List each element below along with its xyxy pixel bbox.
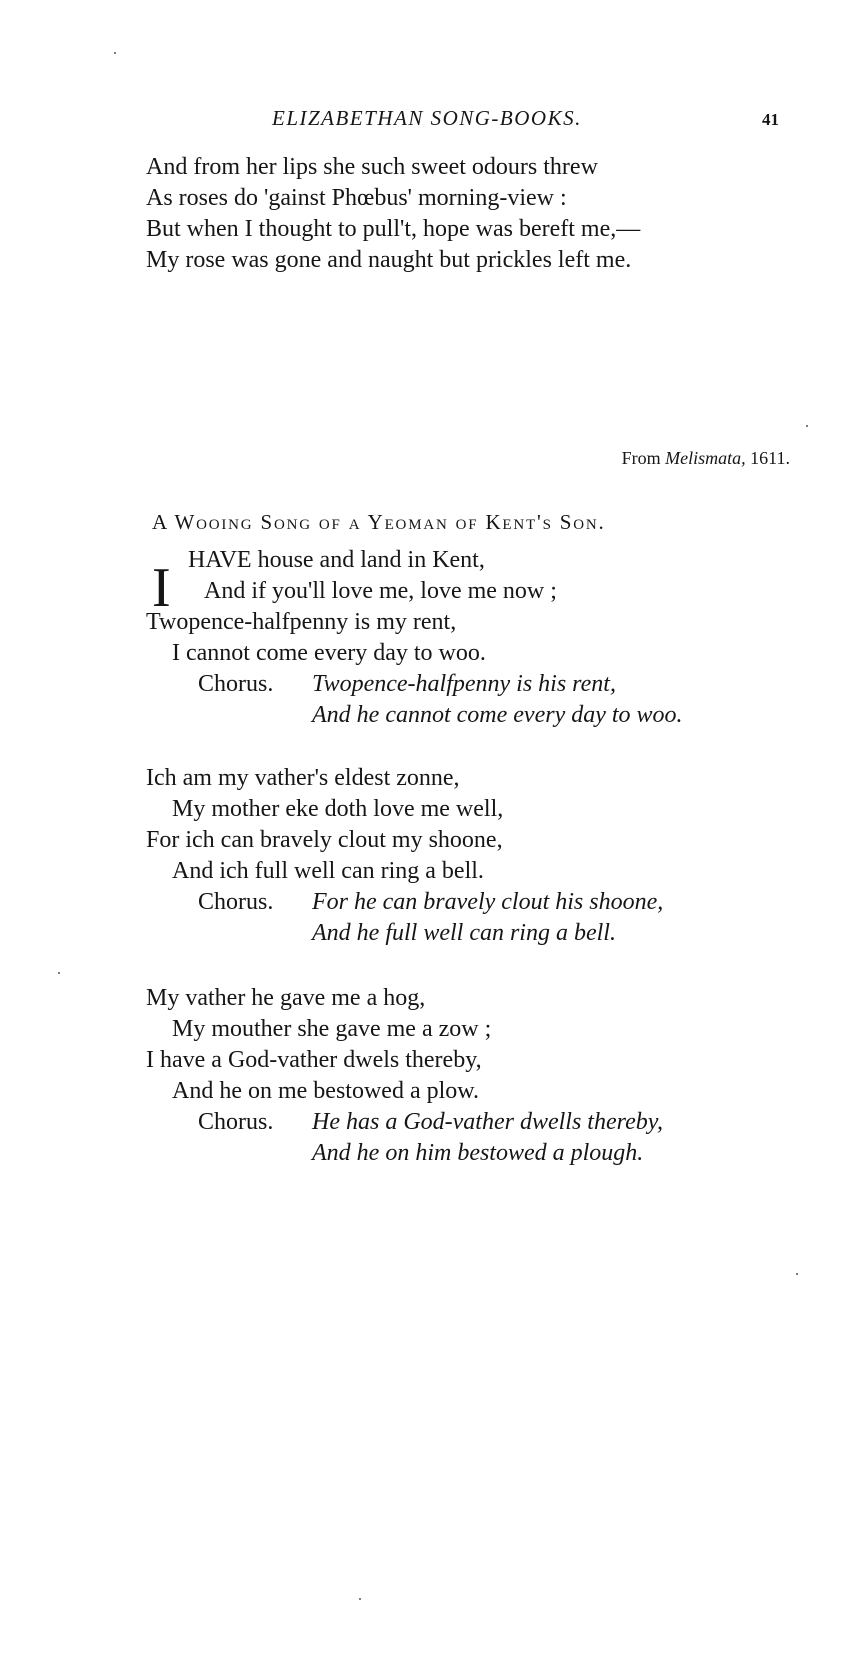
source-year: 1611. [750,448,790,468]
poem-line: My rose was gone and naught but prickles left me. [146,247,632,273]
song-title: A Wooing Song of a Yeoman of Kent's Son. [152,510,606,534]
poem-line: I have a God-vather dwels thereby, [146,1047,482,1073]
scan-speck [796,1273,798,1275]
poem-line: And from her lips she such sweet odours threw [146,154,598,180]
chorus-line: Twopence-halfpenny is his rent, [312,671,616,697]
chorus-line: And he cannot come every day to woo. [312,702,683,728]
poem-line: I cannot come every day to woo. [172,640,486,666]
poem-line: For ich can bravely clout my shoone, [146,827,503,853]
chorus-line: And he full well can ring a bell. [312,920,616,946]
drop-cap: I [152,557,171,619]
scan-speck [806,425,808,427]
chorus-line: He has a God-vather dwells thereby, [312,1109,664,1135]
chorus-label: Chorus. [198,671,274,697]
scan-speck [359,1598,361,1600]
source-attribution [622,448,790,469]
source-work: Melismata, [665,448,746,468]
chorus-line: And he on him bestowed a plough. [312,1140,644,1166]
poem-line: Twopence-halfpenny is my rent, [146,609,457,635]
page-number: 41 [762,110,779,129]
chorus-label: Chorus. [198,1109,274,1135]
poem-line: HAVE house and land in Kent, [188,547,485,573]
poem-line: My mother eke doth love me well, [172,796,504,822]
poem-line: But when I thought to pull't, hope was bereft me,— [146,216,641,242]
source-prefix: From [621,448,661,468]
chorus-label: Chorus. [198,889,274,915]
running-title: ELIZABETHAN SONG-BOOKS. [272,106,582,130]
scan-speck [114,52,116,54]
chorus-line: For he can bravely clout his shoone, [312,889,664,915]
poem-line: As roses do 'gainst Phœbus' morning-view : [146,185,567,211]
poem-line: Ich am my vather's eldest zonne, [146,765,460,791]
poem-line: And ich full well can ring a bell. [172,858,484,884]
scan-speck [58,972,60,974]
poem-line: My vather he gave me a hog, [146,985,426,1011]
poem-line: My mouther she gave me a zow ; [172,1016,492,1042]
poem-line: And he on me bestowed a plow. [172,1078,480,1104]
poem-line: And if you'll love me, love me now ; [204,578,557,604]
